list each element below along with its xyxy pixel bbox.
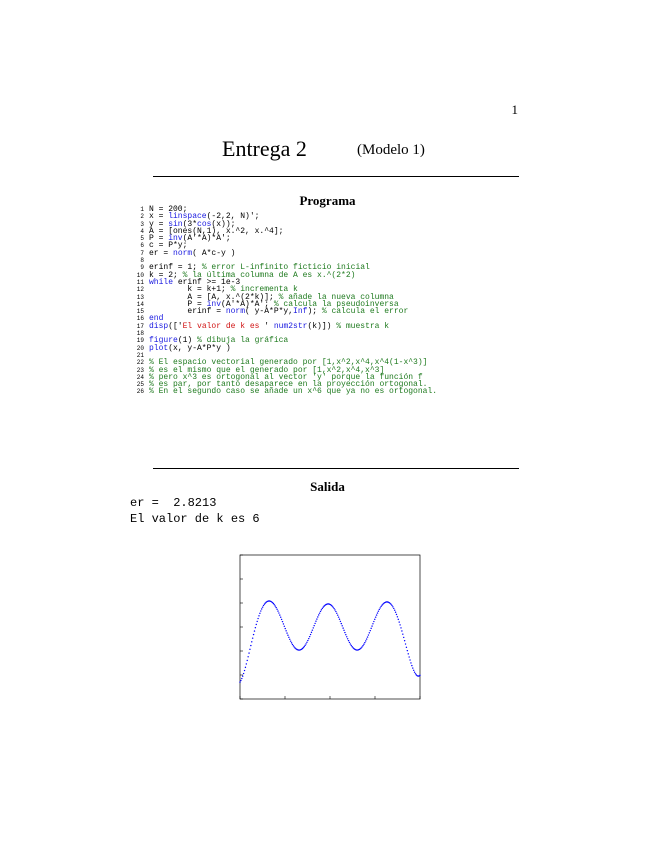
plot-point xyxy=(307,640,308,641)
plot-point xyxy=(415,673,416,674)
code-token: num2str xyxy=(273,321,308,331)
code-token: % muestra k xyxy=(336,321,390,331)
plot-point xyxy=(291,642,292,643)
plot-point xyxy=(381,605,382,606)
plot-point xyxy=(341,623,342,624)
plot-point xyxy=(342,625,343,626)
plot-point xyxy=(255,627,256,628)
line-number: 17 xyxy=(136,322,144,330)
code-token: (A'*A)*A'; xyxy=(221,299,274,309)
plot-point xyxy=(248,652,249,653)
plot-point xyxy=(262,606,263,607)
code-token: N = 200; xyxy=(149,205,188,214)
plot-point xyxy=(399,621,400,622)
code-token: k = k+1; xyxy=(149,285,231,295)
page-subtitle: (Modelo 1) xyxy=(357,142,425,158)
output-line-error: er = 2.8213 xyxy=(130,496,217,510)
plot-point xyxy=(380,607,381,608)
plot-point xyxy=(366,638,367,639)
plot-point xyxy=(348,640,349,641)
plot-point xyxy=(241,678,242,679)
code-token: linspace xyxy=(168,212,207,222)
plot-point xyxy=(346,636,347,637)
plot-point xyxy=(367,636,368,637)
code-token: % error L-infinito ficticio inicial xyxy=(201,263,370,273)
plot-point xyxy=(373,621,374,622)
plot-point xyxy=(320,611,321,612)
code-token: end xyxy=(149,314,164,324)
plot-point xyxy=(304,645,305,646)
plot-point xyxy=(247,656,248,657)
plot-point xyxy=(305,643,306,644)
plot-point xyxy=(403,637,404,638)
line-number: 16 xyxy=(136,315,144,323)
line-number: 20 xyxy=(136,344,144,352)
code-token: norm xyxy=(173,248,193,258)
code-token: ( y-A*P*y, xyxy=(245,307,294,317)
line-number: 18 xyxy=(136,330,144,338)
code-token: % dibuja la gráfica xyxy=(197,336,289,346)
plot-point xyxy=(256,624,257,625)
section-heading-program: Programa xyxy=(299,193,356,208)
plot-point xyxy=(334,609,335,610)
plot-point xyxy=(419,675,420,676)
plot-point xyxy=(368,634,369,635)
plot-point xyxy=(400,627,401,628)
plot-point xyxy=(344,632,345,633)
code-token: k = 2; xyxy=(149,270,183,280)
plot-point xyxy=(260,610,261,611)
code-token: y = xyxy=(149,219,169,229)
code-token: P = xyxy=(149,234,169,244)
plot-point xyxy=(372,623,373,624)
code-token: % añade la nueva columna xyxy=(278,292,394,302)
code-token: while xyxy=(149,277,174,287)
plot-point xyxy=(351,646,352,647)
plot-point xyxy=(278,612,279,613)
plot-point xyxy=(404,640,405,641)
code-line xyxy=(130,323,530,330)
code-token: figure xyxy=(149,336,178,346)
plot-point xyxy=(395,612,396,613)
plot-point xyxy=(370,630,371,631)
plot-point xyxy=(285,630,286,631)
line-number: 2 xyxy=(140,213,144,221)
line-number: 12 xyxy=(136,286,144,294)
plot-point xyxy=(396,614,397,615)
divider-middle xyxy=(153,468,519,469)
plot-point xyxy=(257,618,258,619)
plot-point xyxy=(308,638,309,639)
plot-point xyxy=(350,643,351,644)
code-token: ([' xyxy=(168,321,183,331)
plot-point xyxy=(261,608,262,609)
plot-point xyxy=(250,645,251,646)
line-number: 1 xyxy=(140,206,144,213)
plot-point xyxy=(249,649,250,650)
plot-point xyxy=(254,630,255,631)
plot-point xyxy=(244,670,245,671)
plot-point xyxy=(338,616,339,617)
page-title: Entrega 2 xyxy=(222,136,307,161)
plot-point xyxy=(365,640,366,641)
plot-point xyxy=(407,650,408,651)
code-token: ' xyxy=(264,321,274,331)
plot-point xyxy=(280,617,281,618)
plot-point xyxy=(264,603,265,604)
plot-point xyxy=(414,672,415,673)
code-line xyxy=(130,388,530,395)
plot-point xyxy=(242,676,243,677)
code-token: norm xyxy=(225,307,246,317)
plot-point xyxy=(392,606,393,607)
code-line xyxy=(130,250,530,257)
plot-point xyxy=(317,616,318,617)
line-number: 11 xyxy=(136,278,144,286)
plot-point xyxy=(290,640,291,641)
line-number: 7 xyxy=(140,249,144,257)
plot-point xyxy=(342,627,343,628)
plot-point xyxy=(337,614,338,615)
code-token: El valor de k es xyxy=(182,321,265,331)
title-row xyxy=(0,136,655,166)
plot-point xyxy=(412,667,413,668)
code-token: (3* xyxy=(182,219,198,229)
line-number: 6 xyxy=(140,242,144,250)
plot-point xyxy=(401,630,402,631)
plot-point xyxy=(313,627,314,628)
plot-point xyxy=(245,667,246,668)
plot-point xyxy=(369,632,370,633)
section-heading-output: Salida xyxy=(310,479,345,494)
code-token: plot xyxy=(149,343,169,353)
code-listing xyxy=(130,206,530,396)
line-number: 5 xyxy=(140,235,144,243)
plot-point xyxy=(318,614,319,615)
plot-point xyxy=(408,656,409,657)
plot-point xyxy=(259,613,260,614)
plot-point xyxy=(277,610,278,611)
plot-point xyxy=(391,605,392,606)
plot-point xyxy=(394,610,395,611)
code-token: (k)]) xyxy=(307,321,337,331)
plot-point xyxy=(273,603,274,604)
plot-point xyxy=(288,637,289,638)
code-token: erinf = 1; xyxy=(149,263,202,273)
code-token: inv xyxy=(168,234,183,244)
plot-point xyxy=(376,614,377,615)
plot-point xyxy=(410,662,411,663)
code-token: erinf >= 1e-3 xyxy=(173,277,241,287)
plot-point xyxy=(393,608,394,609)
plot-point xyxy=(332,607,333,608)
line-number: 8 xyxy=(140,257,144,265)
plot-point xyxy=(364,642,365,643)
plot-point xyxy=(310,634,311,635)
console-output xyxy=(130,495,260,527)
code-token: % calcula la pseudoinversa xyxy=(273,299,399,309)
plot-point xyxy=(293,645,294,646)
line-number: 13 xyxy=(136,293,144,301)
code-token: % es el mismo que el generado por [1,x^2,x^4,x^3] xyxy=(149,365,385,375)
code-token: cos xyxy=(197,219,212,229)
plot-point xyxy=(304,646,305,647)
plot-point xyxy=(263,605,264,606)
plot-point xyxy=(332,606,333,607)
line-number: 24 xyxy=(136,373,144,381)
code-line xyxy=(130,345,530,352)
code-token: (A'*A)*A'; xyxy=(182,234,231,244)
plot-point xyxy=(362,645,363,646)
code-token: erinf = xyxy=(149,307,226,317)
plot-point xyxy=(313,625,314,626)
plot-point xyxy=(411,665,412,666)
plot-point xyxy=(351,645,352,646)
code-token: Inf xyxy=(293,307,308,317)
code-token: % El espacio vectorial generado por [1,x^2,x^4,x^4(1-x^3)] xyxy=(149,358,428,368)
code-token: % la última columna de A es x.^(2*2) xyxy=(182,270,356,280)
plot-point xyxy=(289,639,290,640)
line-number: 14 xyxy=(136,300,144,308)
plot-point xyxy=(306,642,307,643)
plot-point xyxy=(251,641,252,642)
page-number: 1 xyxy=(511,102,518,117)
plot-point xyxy=(349,642,350,643)
plot-point xyxy=(282,621,283,622)
plot-frame xyxy=(240,555,420,699)
plot-point xyxy=(413,670,414,671)
plot-point xyxy=(335,611,336,612)
output-line-k: El valor de k es 6 xyxy=(130,512,260,526)
plot-point xyxy=(370,628,371,629)
plot-point xyxy=(321,609,322,610)
line-number: 9 xyxy=(140,264,144,272)
plot-point xyxy=(390,604,391,605)
plot-series xyxy=(239,600,420,682)
code-token: er = xyxy=(149,248,174,258)
plot-point xyxy=(398,619,399,620)
divider-top xyxy=(153,176,519,177)
line-number: 26 xyxy=(136,388,144,396)
plot-point xyxy=(239,681,240,682)
code-token: % incrementa k xyxy=(230,285,298,295)
plot-point xyxy=(285,628,286,629)
plot-point xyxy=(281,619,282,620)
code-token: A = [A, x.^(2*k)]; xyxy=(149,292,279,302)
plot-point xyxy=(240,680,241,681)
line-number: 15 xyxy=(136,308,144,316)
code-token: x = xyxy=(149,212,169,222)
line-number: 25 xyxy=(136,381,144,389)
code-token: (x, y-A*P*y ) xyxy=(168,343,231,353)
code-token: ( A*c-y ) xyxy=(192,248,236,258)
plot-point xyxy=(374,619,375,620)
line-number: 10 xyxy=(136,271,144,279)
plot-point xyxy=(397,616,398,617)
line-number: 21 xyxy=(136,351,144,359)
plot-point xyxy=(247,660,248,661)
plot-point xyxy=(402,633,403,634)
plot-point xyxy=(284,626,285,627)
plot-point xyxy=(283,623,284,624)
plot-point xyxy=(253,634,254,635)
plot-point xyxy=(377,612,378,613)
plot-point xyxy=(375,616,376,617)
code-token: (1) xyxy=(177,336,198,346)
plot-point xyxy=(319,612,320,613)
plot-point xyxy=(315,621,316,622)
plot-point xyxy=(314,623,315,624)
plot-point xyxy=(286,632,287,633)
plot-point xyxy=(406,647,407,648)
plot-point xyxy=(405,643,406,644)
plot-point xyxy=(243,673,244,674)
plot-point xyxy=(322,608,323,609)
code-line xyxy=(130,308,530,315)
plot-point xyxy=(333,608,334,609)
plot-point xyxy=(258,615,259,616)
plot-point xyxy=(378,611,379,612)
plot-point xyxy=(371,625,372,626)
code-token: sin xyxy=(168,219,183,229)
code-token: % En el segundo caso se añade un x^6 que ya no es ortogonal. xyxy=(149,387,438,397)
plot-point xyxy=(409,659,410,660)
plot-point xyxy=(347,638,348,639)
plot-point xyxy=(246,663,247,664)
line-number: 23 xyxy=(136,366,144,374)
plot-point xyxy=(292,644,293,645)
plot-point xyxy=(379,609,380,610)
code-token: A = [ones(N,1), x.^2, x.^4]; xyxy=(149,226,284,236)
plot-point xyxy=(380,606,381,607)
code-token: % es par, por tanto desaparece en la proyección ortogonal. xyxy=(149,380,428,390)
code-token: (-2,2, N)'; xyxy=(206,212,260,222)
plot-point xyxy=(316,618,317,619)
code-token: ); xyxy=(307,307,322,317)
plot-point xyxy=(339,619,340,620)
plot-point xyxy=(345,634,346,635)
plot-point xyxy=(279,614,280,615)
plot-point xyxy=(399,624,400,625)
code-line xyxy=(130,235,530,242)
plot-point xyxy=(363,644,364,645)
line-number: 3 xyxy=(140,220,144,228)
plot-point xyxy=(275,607,276,608)
plot-ticks xyxy=(240,555,420,699)
line-number: 4 xyxy=(140,227,144,235)
code-token: (x)); xyxy=(211,219,236,229)
plot-point xyxy=(287,635,288,636)
code-token: c = P*y; xyxy=(149,241,188,251)
plot-point xyxy=(274,604,275,605)
code-token: disp xyxy=(149,321,169,331)
plot-point xyxy=(336,613,337,614)
plot-point xyxy=(252,637,253,638)
plot-point xyxy=(309,636,310,637)
plot-point xyxy=(343,630,344,631)
plot-point xyxy=(311,632,312,633)
code-token: % calcula el error xyxy=(321,307,409,317)
line-number: 19 xyxy=(136,337,144,345)
plot-point xyxy=(256,621,257,622)
plot-point xyxy=(303,647,304,648)
plot-point xyxy=(340,621,341,622)
plot-point xyxy=(275,605,276,606)
code-token: P = xyxy=(149,299,207,309)
plot-point xyxy=(276,609,277,610)
code-token: % pero x^3 es ortogonal al vector 'y' porque la función f xyxy=(149,372,423,382)
plot-point xyxy=(312,629,313,630)
line-number: 22 xyxy=(136,359,144,367)
plot-point xyxy=(408,653,409,654)
code-token: inv xyxy=(206,299,222,309)
residual-plot xyxy=(218,553,424,705)
plot-point xyxy=(361,646,362,647)
